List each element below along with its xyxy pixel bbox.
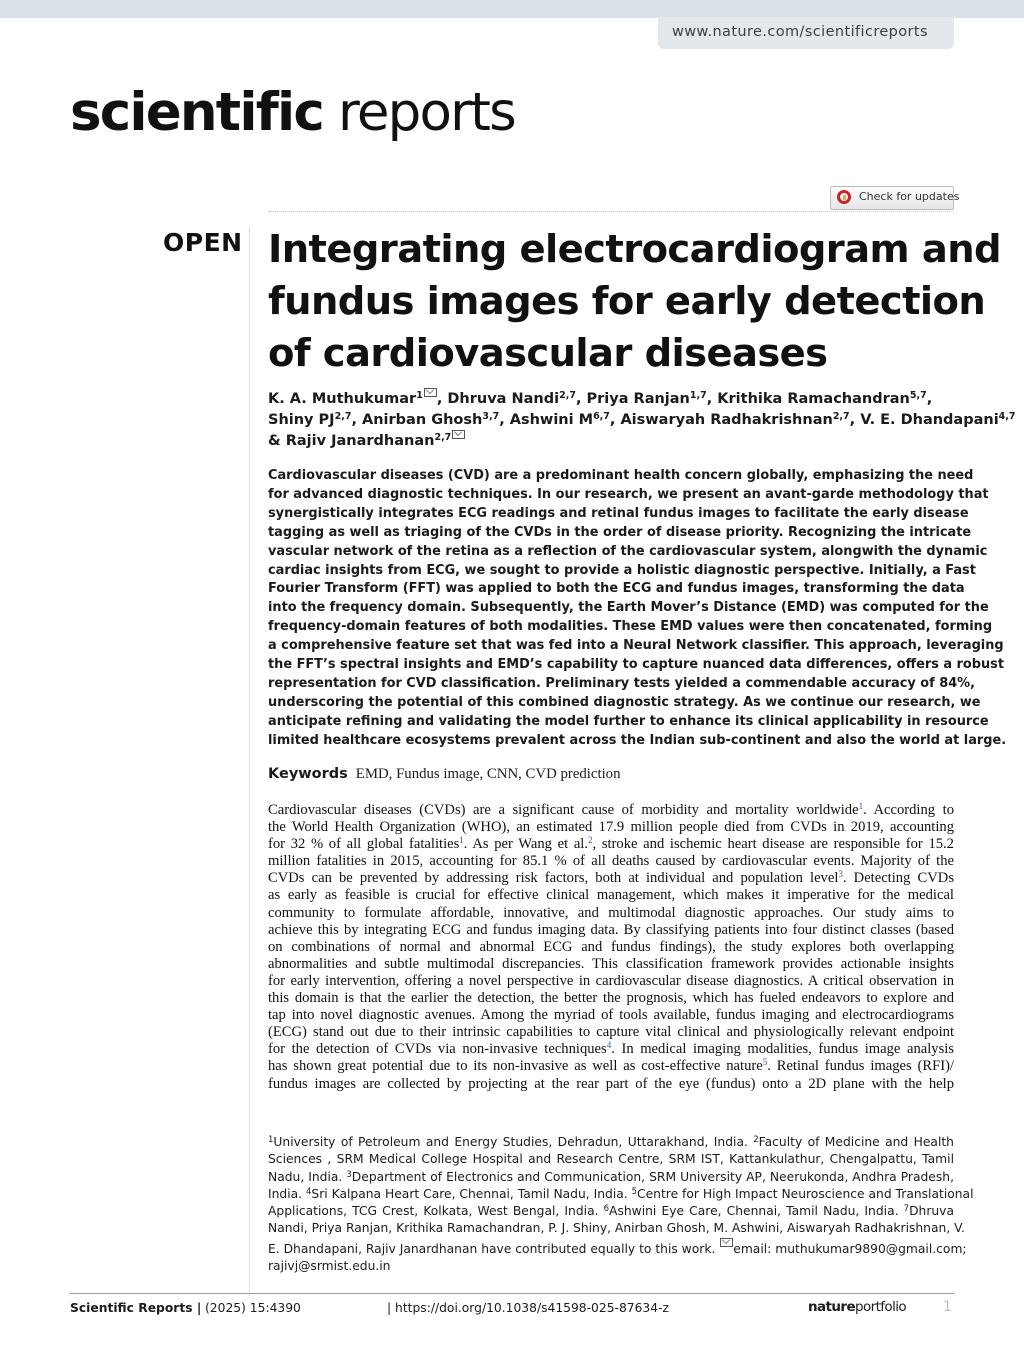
text-run: CVDs can be prevented by addressing risk factors, both at individual and population level (268, 870, 839, 887)
abstract-line: for advanced diagnostic techniques. In our research, we present an avant-garde methodology that (268, 486, 989, 502)
text-run: . Detecting CVDs (842, 870, 955, 887)
affiliations (268, 1134, 974, 1275)
superscript: 7 (903, 1204, 910, 1215)
affiliation-line (268, 1220, 965, 1237)
body-line (268, 819, 954, 836)
superscript: 4 (306, 1186, 312, 1197)
publisher-logo (808, 1299, 906, 1315)
text-run: (ECG) stand out due to their intrinsic capabilities to capture vital clinical and physiologically relevant endpoint (268, 1024, 954, 1041)
text-run: Centre for High Impact Neuroscience and Translational (637, 1186, 974, 1201)
page-number: 1 (943, 1299, 952, 1315)
superscript: 5 (631, 1186, 638, 1197)
body-line (268, 870, 954, 887)
body-line (268, 905, 954, 922)
abstract-line: the FFT’s spectral insights and EMD’s capability to capture nuanced data differences, offers a robust (268, 657, 1004, 673)
abstract-line: tagging as well as triaging of the CVDs in the order of disease priority. Recognizing the intricate (268, 524, 972, 540)
text-run: community to formulate affordable, innovative, and multimodal diagnostic approaches. Our study aims to (268, 904, 954, 921)
text-run: India. (268, 1186, 306, 1201)
superscript: 2,7 (832, 410, 850, 422)
superscript: 1,7 (689, 390, 707, 401)
body-line (268, 922, 954, 939)
keywords-value: EMD, Fundus image, CNN, CVD prediction (355, 766, 621, 782)
text-run: . Retinal fundus images (RFI)/ (767, 1058, 954, 1075)
body-line (268, 973, 954, 990)
text-run: Nadu, India. (268, 1169, 347, 1184)
abstract-line: anticipate refining and validating the model further to enhance its clinical applicability in resource (268, 713, 989, 729)
journal-url[interactable]: www.nature.com/scientificreports (672, 24, 928, 40)
affiliation-line (268, 1151, 954, 1168)
title-line: fundus images for early detection (268, 279, 986, 324)
text-run: rajivj@srmist.edu.in (268, 1259, 391, 1274)
author-line (268, 388, 968, 410)
affiliation-line (268, 1203, 954, 1220)
text-run: . In medical imaging modalities, fundus image analysis (611, 1041, 954, 1058)
body-line (268, 1076, 954, 1093)
superscript: 1 (416, 390, 423, 401)
text-run: has shown great potential due to its non-invasive as well as cost-effective nature (268, 1058, 763, 1075)
text-run: . As per Wang et al. (463, 836, 588, 853)
text-run: achieve this by integrating ECG and fundus imaging data. By classifying patients into four distinct classes (based (268, 921, 954, 938)
text-run: Shiny PJ (268, 411, 335, 428)
check-for-updates-button[interactable] (830, 186, 960, 210)
body-line (268, 990, 954, 1007)
text-run: Ashwini Eye Care, Chennai, Tamil Nadu, India. (609, 1204, 904, 1219)
top-divider (268, 211, 954, 212)
superscript: 3 (346, 1169, 352, 1180)
superscript: 3 (838, 869, 843, 880)
superscript: 2,7 (434, 432, 452, 443)
text-run: for the detection of CVDs via non-invasive techniques (268, 1041, 607, 1058)
text-run: , Anirban Ghosh (351, 411, 483, 428)
top-bar (0, 0, 1024, 18)
text-run: email: muthukumar9890@gmail.com; (733, 1241, 967, 1256)
email-icon (452, 430, 465, 439)
text-run: million fatalities in 2015, accounting for 85.1 % of all deaths caused by cardiovascular events. Majority of the (268, 853, 954, 870)
text-run: . According to (863, 802, 954, 818)
affiliation-line (268, 1238, 967, 1258)
affiliation-line (268, 1134, 954, 1151)
title-line: Integrating electrocardiogram and (268, 227, 1002, 272)
abstract-line: Cardiovascular diseases (CVD) are a predominant health concern globally, emphasizing the need (268, 468, 974, 483)
affiliation-line (268, 1258, 954, 1275)
text-run: E. Dhandapani, Rajiv Janardhanan have contributed equally to this work. (268, 1241, 720, 1256)
text-run: abnormalities and subtle multimodal discrepancies. This classification framework provides actionable insights (268, 955, 954, 972)
text-run: University of Petroleum and Energy Studies, Dehradun, Uttarakhand, India. (273, 1135, 754, 1149)
superscript: 6 (603, 1204, 610, 1215)
text-run: for 32 % of all global fatalities (268, 836, 460, 853)
abstract-line: into the frequency domain. Subsequently, the Earth Mover’s Distance (EMD) was computed for the (268, 600, 989, 616)
publisher-bold: nature (808, 1299, 855, 1315)
superscript: 2 (588, 835, 593, 846)
superscript: 1 (858, 801, 864, 811)
abstract-line: representation for CVD classification. Preliminary tests yielded a commendable accuracy of 84%, (268, 675, 975, 691)
text-run: the World Health Organization (WHO), an estimated 17.9 million people died from CVDs in 2019, accounting (268, 819, 954, 836)
superscript: 6,7 (593, 410, 610, 422)
text-run: , (926, 391, 933, 407)
text-run: , Krithika Ramachandran (706, 391, 910, 407)
superscript: 5 (762, 1057, 768, 1068)
text-run: Applications, TCG Crest, Kolkata, West Bengal, India. (268, 1204, 604, 1219)
superscript: 1 (459, 835, 464, 846)
author-line (268, 410, 1016, 431)
body-line (268, 1024, 954, 1041)
text-run: fundus images are collected by projecting at the rear part of the eye (fundus) onto a 2D plane with the help (268, 1075, 954, 1092)
crossmark-icon (837, 190, 851, 204)
body-line (268, 802, 954, 819)
superscript: 5,7 (909, 390, 927, 401)
body-line (268, 853, 954, 870)
affiliation-line (268, 1169, 954, 1186)
text-run: this domain is that the earlier the detection, the better the prognosis, which has fueled endeavors to explore and (268, 990, 954, 1007)
text-run: Department of Electronics and Communication, SRM University AP, Neerukonda, Andhra Pradesh, (351, 1169, 954, 1184)
superscript: 4 (606, 1040, 612, 1051)
logo-bold: scientific (70, 82, 323, 143)
keywords-label: Keywords (268, 766, 348, 782)
email-icon (424, 388, 437, 397)
superscript: 1 (268, 1135, 274, 1145)
text-run: Nandi, Priya Ranjan, Krithika Ramachandran, P. J. Shiny, Anirban Ghosh, M. Ashwini, Aiswaryah Radhakrishnan, V. (268, 1221, 965, 1236)
abstract-line: synergistically integrates ECG readings and retinal fundus images to facilitate the early disease (268, 505, 969, 521)
publisher-thin: portfolio (855, 1299, 907, 1315)
text-run: Sciences , SRM Medical College Hospital and Research Centre, SRM IST, Kattankulathur, Chengalpattu, Tamil (268, 1152, 954, 1167)
title-line: of cardiovascular diseases (268, 331, 828, 376)
superscript: 2,7 (559, 390, 576, 401)
open-access-label: OPEN (163, 228, 243, 257)
author-list (268, 388, 1016, 452)
text-run: for early intervention, offering a novel perspective in cardiovascular disease diagnostics. A critical observation in (268, 972, 954, 989)
body-line (268, 1007, 954, 1024)
body-line (268, 1041, 954, 1058)
body-line (268, 939, 954, 956)
abstract-line: Fourier Transform (FFT) was applied to both the ECG and fundus images, transforming the data (268, 581, 965, 597)
text-run: , Aiswaryah Radhakrishnan (609, 411, 833, 428)
superscript: 3,7 (482, 410, 500, 422)
footer-divider (70, 1293, 954, 1294)
body-text (268, 802, 954, 1093)
text-run: , Dhruva Nandi (436, 391, 560, 407)
text-run: & Rajiv Janardhanan (268, 433, 435, 449)
text-run: as early as feasible is crucial for effective clinical management, which makes it imperative for the medical (268, 887, 954, 904)
abstract-line: a comprehensive feature set that was fed into a Neural Network classifier. This approach, leveraging (268, 638, 1004, 654)
text-run: , Priya Ranjan (575, 391, 690, 407)
email-icon (720, 1238, 733, 1247)
url-tab[interactable] (658, 17, 954, 49)
body-line (268, 1058, 954, 1075)
footer-doi-link[interactable]: | https://doi.org/10.1038/s41598-025-87634-z (387, 1301, 669, 1315)
text-run: Dhruva (909, 1204, 954, 1219)
text-run: , Ashwini M (499, 411, 594, 428)
text-run: tap into novel diagnostic avenues. Among the myriad of tools available, fundus imaging and electrocardiograms (268, 1007, 954, 1024)
text-run: , V. E. Dhandapani (849, 411, 999, 428)
logo-thin: reports (338, 82, 515, 143)
superscript: 2,7 (334, 410, 352, 422)
abstract (268, 467, 1007, 751)
text-run: on combinations of normal and abnormal ECG and fundus findings), the study explores both overlapping (268, 938, 954, 955)
body-line (268, 887, 954, 904)
text-run: Faculty of Medicine and Health (758, 1135, 954, 1149)
body-line (268, 836, 954, 853)
abstract-line: frequency-domain features of both modalities. These EMD values were then concatenated, forming (268, 619, 993, 635)
footer-volume: (2025) 15:4390 (205, 1301, 301, 1315)
text-run: , stroke and ischemic heart disease are responsible for 15.2 (592, 836, 954, 853)
abstract-line: limited healthcare ecosystems prevalent across the Indian sub-continent and also the world at large. (268, 732, 1007, 748)
check-for-updates-label: Check for updates (859, 190, 960, 203)
abstract-line: underscoring the potential of this combined diagnostic strategy. As we continue our research, we (268, 694, 981, 710)
article-title (268, 224, 1002, 380)
keywords (268, 763, 954, 783)
superscript: 2 (753, 1135, 759, 1145)
journal-logo[interactable] (70, 80, 515, 146)
body-line (268, 956, 954, 973)
left-divider (249, 228, 250, 1298)
abstract-line: cardiac insights from ECG, we sought to provide a holistic diagnostic perspective. Initially, a Fast (268, 562, 976, 578)
affiliation-line (268, 1186, 974, 1203)
text-run: K. A. Muthukumar (268, 391, 417, 407)
author-line (268, 430, 968, 452)
text-run: Sri Kalpana Heart Care, Chennai, Tamil Nadu, India. (311, 1186, 632, 1201)
superscript: 4,7 (998, 410, 1016, 422)
footer-journal: Scientific Reports | (70, 1301, 202, 1315)
abstract-line: vascular network of the retina as a reflection of the cardiovascular system, alongwith the dynamic (268, 543, 988, 559)
text-run: Cardiovascular diseases (CVDs) are a significant cause of morbidity and mortality worldwide (268, 802, 859, 818)
